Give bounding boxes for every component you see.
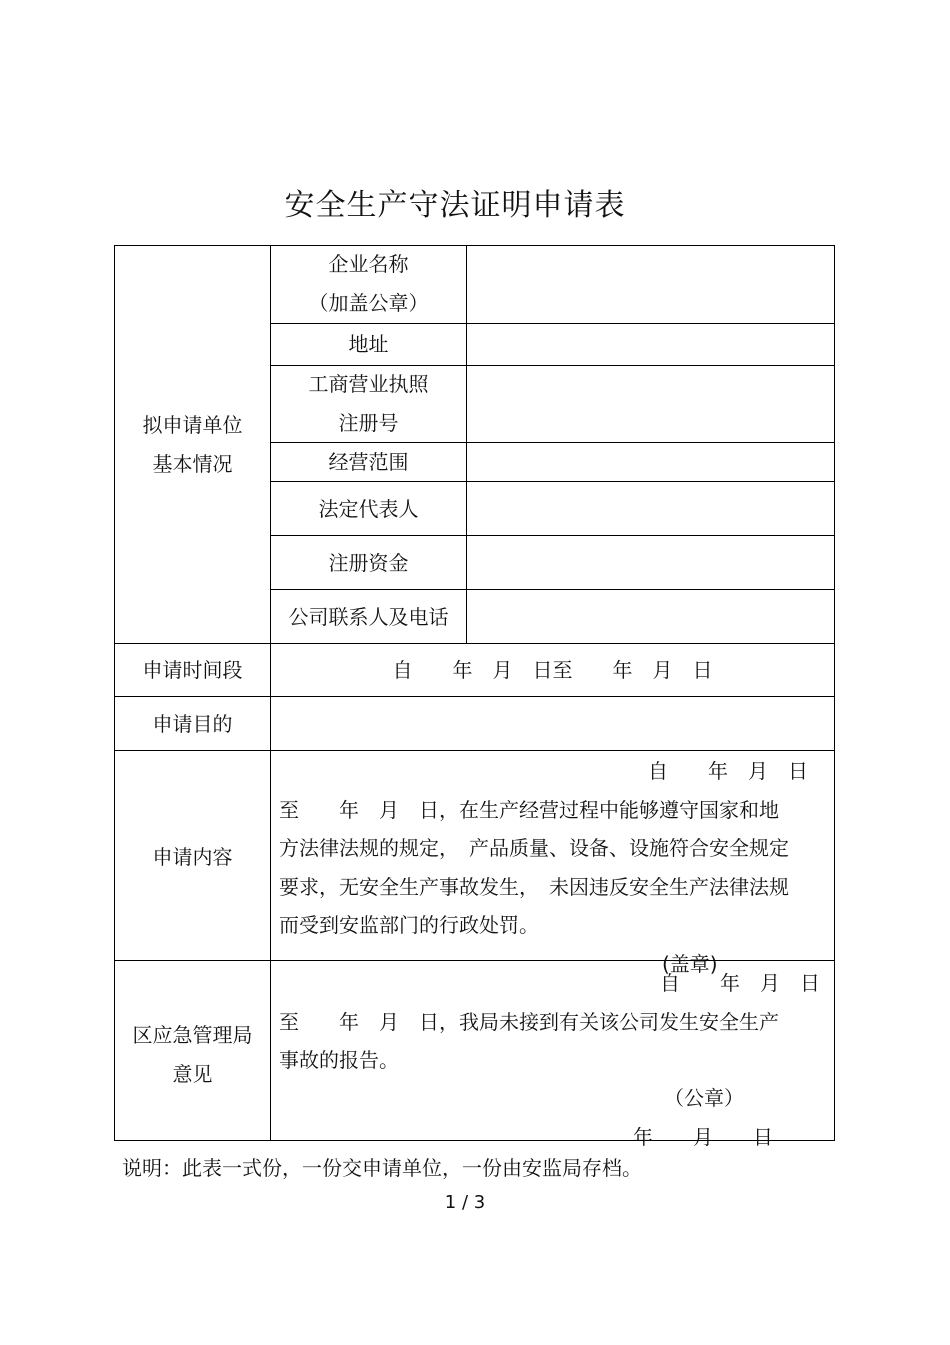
opinion-seal: （公章） — [664, 1086, 744, 1110]
period-value[interactable]: 自 年 月 日至 年 月 日 — [392, 658, 713, 682]
content-seal: (盖章) — [662, 952, 718, 976]
content-line-3: 方法律法规的规定， 产品质量、设备、设施符合安全规定 — [279, 836, 789, 860]
license-label-line1: 工商营业执照 — [308, 372, 429, 396]
contact-field[interactable] — [467, 590, 834, 643]
page-title: 安全生产守法证明申请表 — [284, 188, 626, 223]
company-name-label-line2: （加盖公章） — [308, 291, 429, 315]
basic-info-label-line2: 基本情况 — [152, 452, 233, 476]
page-number: 1 / 3 — [444, 1192, 486, 1213]
note-text: 说明：此表一式份，一份交申请单位，一份由安监局存档。 — [122, 1156, 642, 1180]
company-name-field[interactable] — [467, 246, 834, 323]
legal-rep-field[interactable] — [467, 482, 834, 535]
company-name-label — [271, 245, 466, 323]
opinion-label-line2: 意见 — [172, 1062, 213, 1086]
opinion-date-from: 自 年 月 日 — [660, 971, 820, 995]
opinion-label-line1: 区应急管理局 — [132, 1023, 253, 1047]
capital-label: 注册资金 — [328, 551, 409, 575]
opinion-date: 年 月 日 — [633, 1125, 773, 1149]
legal-rep-label: 法定代表人 — [318, 497, 419, 521]
scope-label: 经营范围 — [328, 450, 409, 474]
address-field[interactable] — [467, 324, 834, 365]
basic-info-label — [115, 406, 270, 484]
contact-label: 公司联系人及电话 — [288, 605, 449, 629]
content-date-from: 自 年 月 日 — [648, 759, 808, 783]
address-label: 地址 — [348, 332, 389, 356]
license-label — [271, 365, 466, 443]
purpose-label: 申请目的 — [152, 712, 233, 736]
opinion-label — [115, 1016, 270, 1094]
content-line-5: 而受到安监部门的行政处罚。 — [279, 913, 539, 937]
scope-field[interactable] — [467, 443, 834, 481]
content-line-4: 要求，无安全生产事故发生， 未因违反安全生产法律法规 — [279, 875, 789, 899]
license-field[interactable] — [467, 366, 834, 442]
capital-field[interactable] — [467, 536, 834, 589]
basic-info-label-line1: 拟申请单位 — [142, 413, 243, 437]
license-label-line2: 注册号 — [338, 411, 399, 435]
content-label: 申请内容 — [152, 845, 233, 869]
opinion-line-3: 事故的报告。 — [279, 1048, 399, 1072]
purpose-field[interactable] — [271, 697, 834, 750]
opinion-line-2: 至 年 月 日，我局未接到有关该公司发生安全生产 — [279, 1010, 779, 1034]
period-label: 申请时间段 — [142, 658, 243, 682]
content-line-2: 至 年 月 日，在生产经营过程中能够遵守国家和地 — [279, 798, 779, 822]
company-name-label-line1: 企业名称 — [328, 252, 409, 276]
